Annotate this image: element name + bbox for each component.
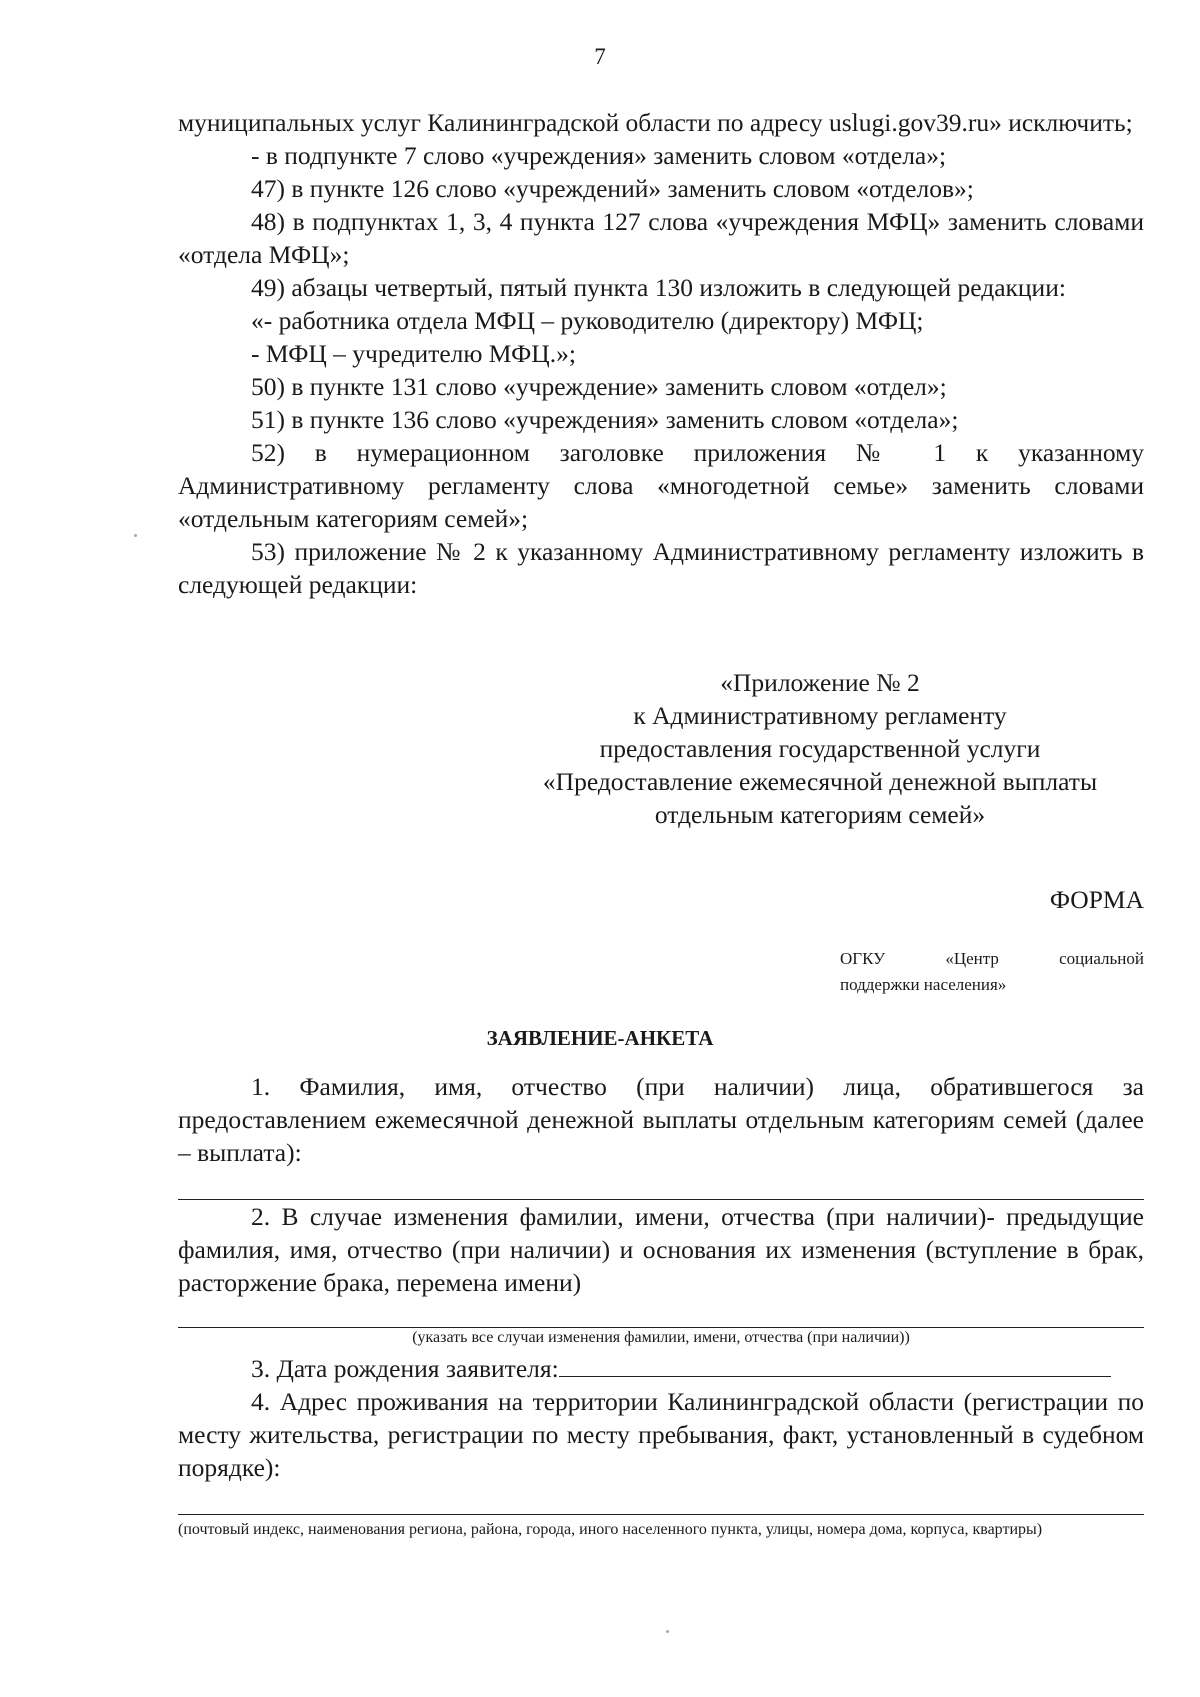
amendment-paragraph: 47) в пункте 126 слово «учреждений» заменить словом «отделов»; (251, 174, 974, 203)
amendment-paragraph: 49) абзацы четвертый, пятый пункта 130 изложить в следующей редакции: (251, 273, 1066, 302)
recipient-line (840, 946, 1144, 972)
amendments-text (178, 106, 1144, 601)
birth-date-field[interactable] (559, 1354, 1111, 1377)
appendix-line: к Административному регламенту (633, 701, 1007, 730)
form-item-4: 4. Адрес проживания на территории Калининградской области (регистрации по месту жительства, регистрации по месту пребывания, факт, установленный в судебном порядке): (178, 1387, 1144, 1482)
scan-speck (666, 1630, 669, 1633)
recipient-word: социальной (1059, 949, 1144, 968)
appendix-line: «Приложение № 2 (720, 668, 920, 697)
form-item-2-hint: (указать все случаи изменения фамилии, имени, отчества (при наличии)) (412, 1329, 910, 1346)
scan-speck (134, 534, 137, 537)
appendix-line: предоставления государственной услуги (599, 734, 1041, 763)
amendment-paragraph: муниципальных услуг Калининградской области по адресу uslugi.gov39.ru» исключить; (178, 108, 1133, 137)
amendment-paragraph: «- работника отдела МФЦ – руководителю (директору) МФЦ; (251, 306, 924, 335)
page-number: 7 (594, 44, 606, 69)
form-label: ФОРМА (1049, 885, 1144, 914)
amendment-paragraph: 48) в подпунктах 1, 3, 4 пункта 127 слова «учреждения МФЦ» заменить словами «отдела МФЦ»; (178, 207, 1144, 269)
amendment-paragraph: - МФЦ – учредителю МФЦ.»; (251, 339, 576, 368)
form-title: ЗАЯВЛЕНИЕ-АНКЕТА (486, 1026, 714, 1050)
form-item-2: 2. В случае изменения фамилии, имени, отчества (при наличии)- предыдущие фамилия, имя, отчество (при наличии) и основания их изменения (вступление в брак, расторжение брака, перемена имени) (178, 1202, 1144, 1297)
form-item-3-label: 3. Дата рождения заявителя: (251, 1354, 559, 1383)
amendment-paragraph: - в подпункте 7 слово «учреждения» заменить словом «отдела»; (251, 141, 947, 170)
recipient-line: поддержки населения» (840, 975, 1007, 994)
form-item-1: 1. Фамилия, имя, отчество (при наличии) лица, обратившегося за предоставлением ежемесячной денежной выплаты отдельным категориям семей (далее – выплата): (178, 1072, 1144, 1167)
appendix-line: отдельным категориям семей» (654, 800, 986, 829)
appendix-header (460, 666, 1180, 831)
amendment-paragraph: 51) в пункте 136 слово «учреждения» заменить словом «отдела»; (251, 405, 959, 434)
fill-line-item-4[interactable] (178, 1514, 1144, 1515)
form-body (178, 1070, 1144, 1541)
amendment-paragraph: 53) приложение № 2 к указанному Административному регламенту изложить в следующей редакции: (178, 537, 1144, 599)
amendment-paragraph: 50) в пункте 131 слово «учреждение» заменить словом «отдел»; (251, 372, 947, 401)
form-item-4-hint: (почтовый индекс, наименования региона, района, города, иного населенного пункта, улицы, номера дома, корпуса, квартиры) (178, 1521, 1043, 1538)
recipient-word: «Центр (945, 949, 999, 968)
recipient-word: ОГКУ (840, 949, 886, 968)
amendment-paragraph: 52) в нумерационном заголовке приложения № 1 к указанному Административному регламенту слова «многодетной семье» заменить словами «отдельным категориям семей»; (178, 438, 1144, 533)
form-item-3 (178, 1352, 1144, 1385)
appendix-line: «Предоставление ежемесячной денежной выплаты (542, 767, 1098, 796)
recipient-block (840, 946, 1144, 998)
